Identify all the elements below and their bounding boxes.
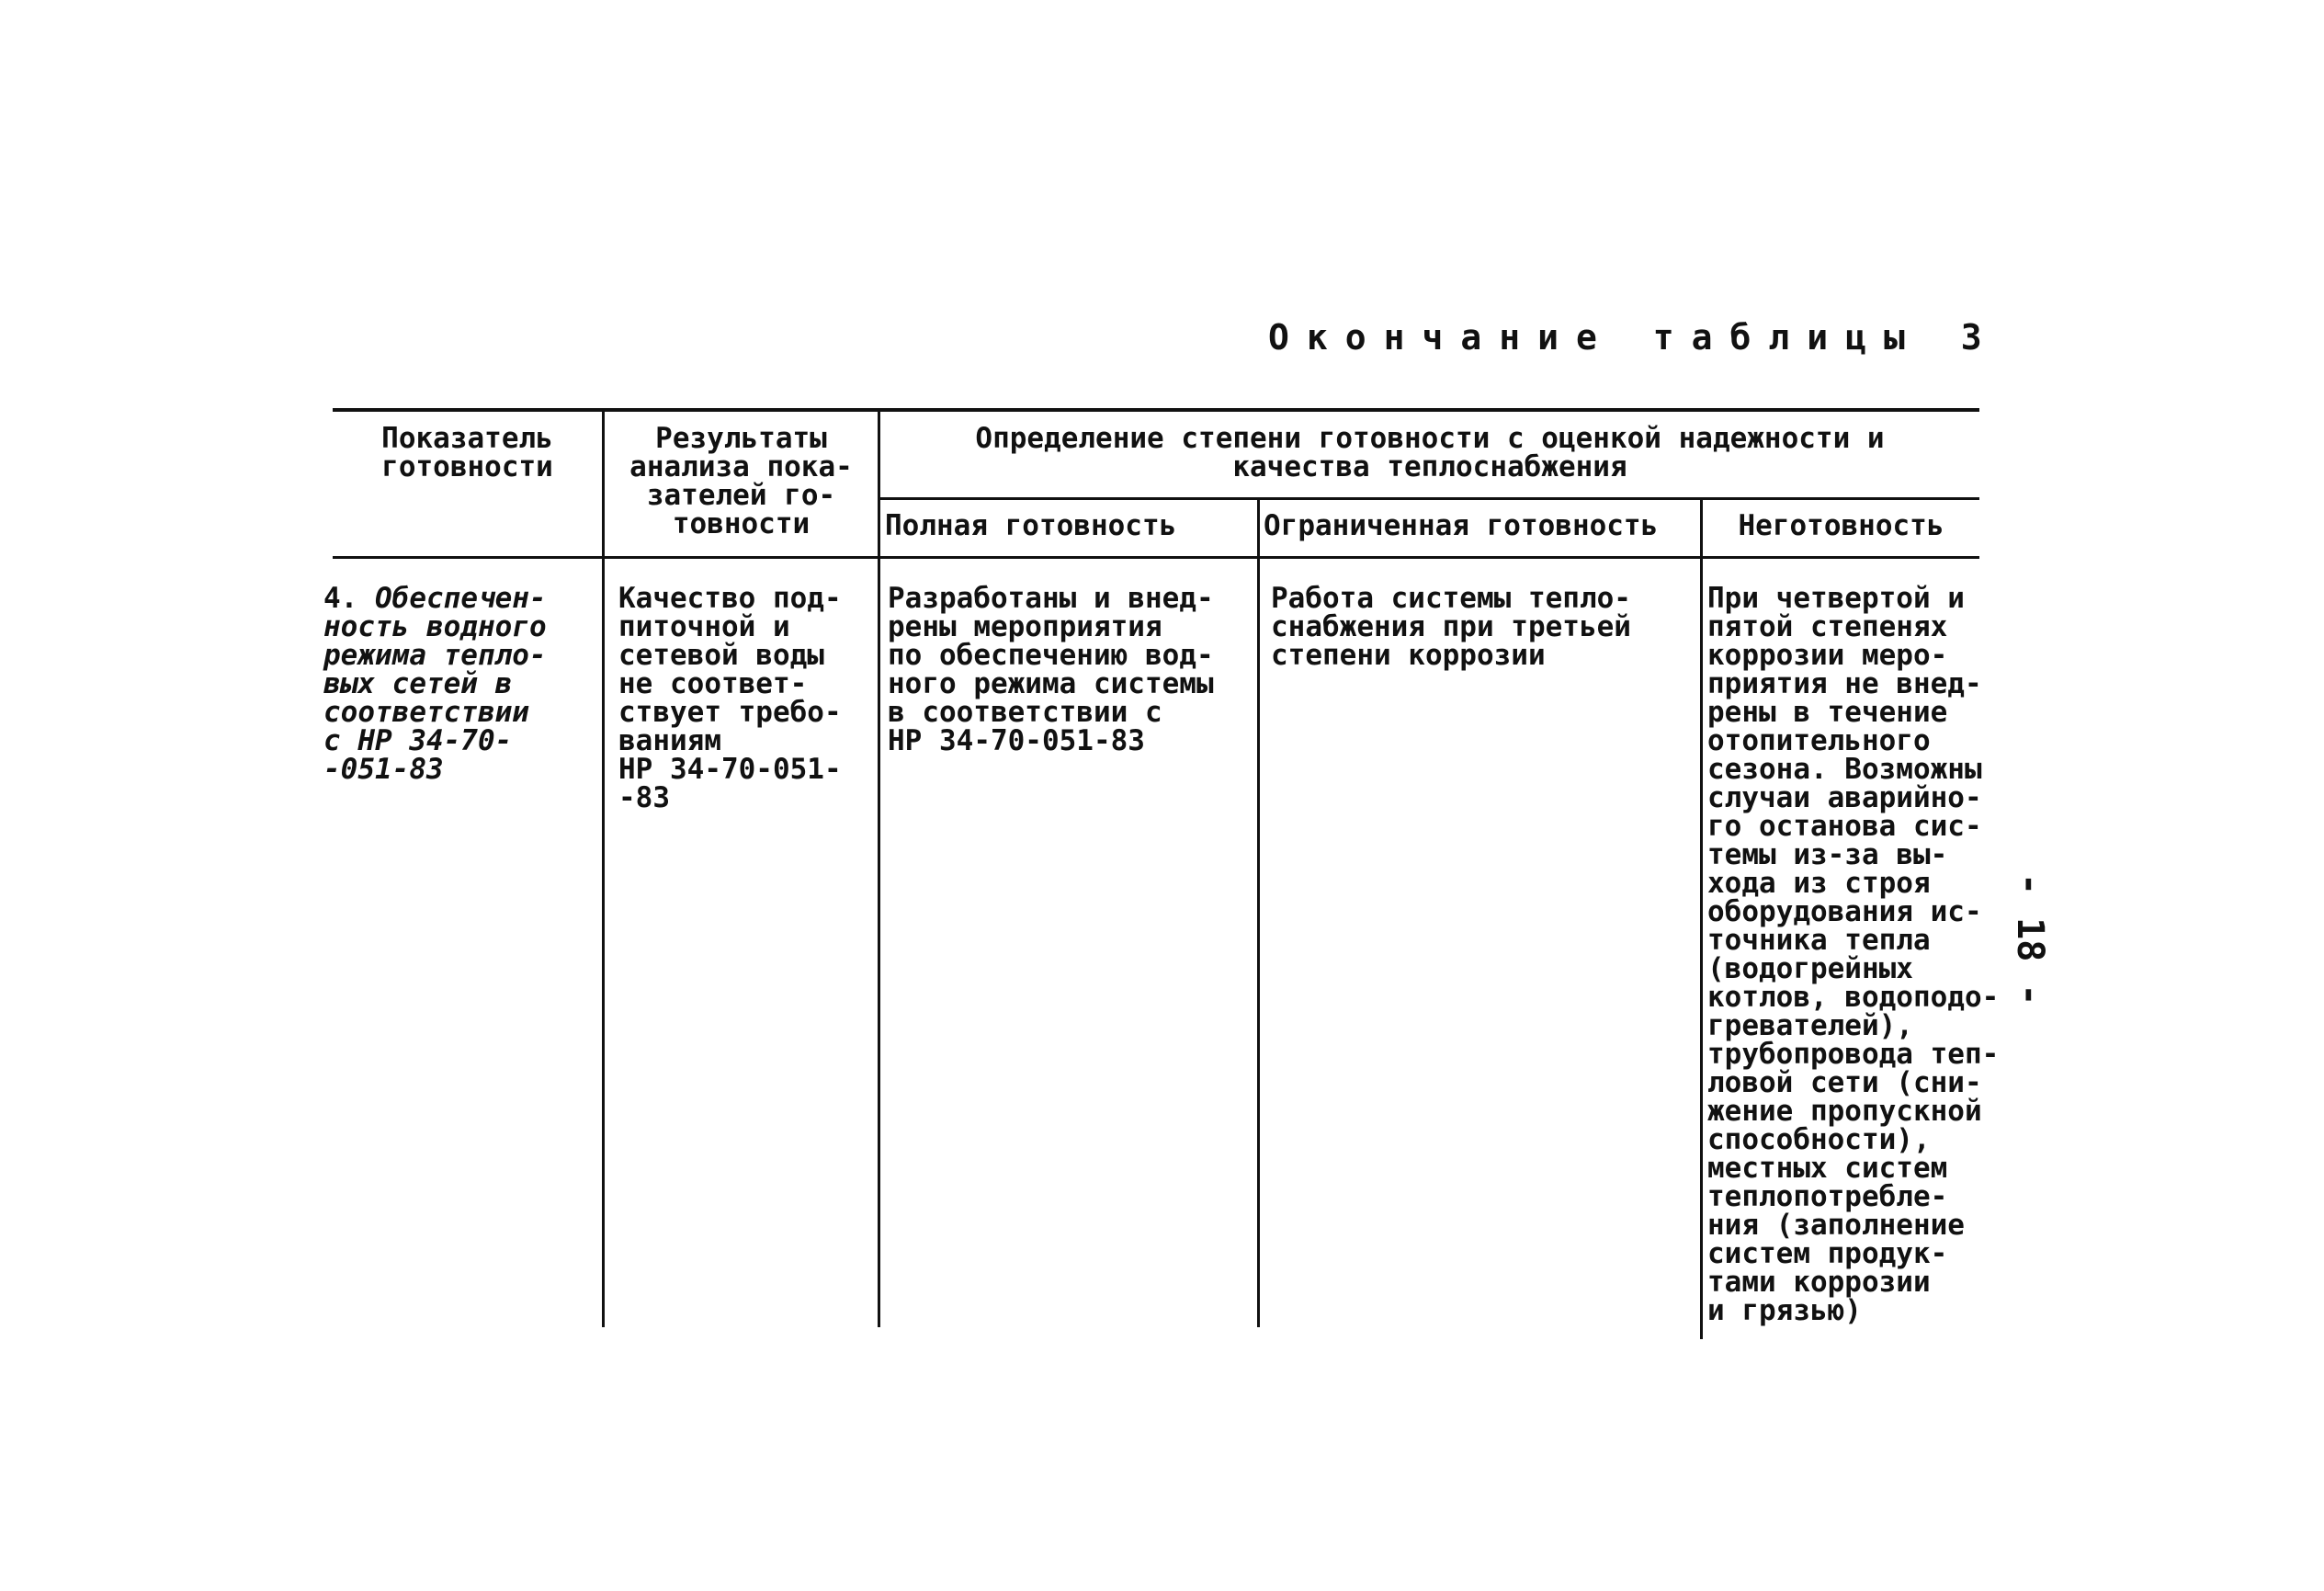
column-divider-3: [1257, 498, 1260, 1327]
column-divider-4: [1700, 498, 1703, 1339]
header-not-ready: Неготовность: [1738, 509, 1944, 542]
header-limited-readiness: Ограниченная готовность: [1264, 509, 1659, 542]
header-group: Определение степени готовности с оценкой надежности и качества теплоснабжения: [975, 422, 1885, 483]
header-bottom-rule: [333, 556, 1979, 559]
column-divider-2: [878, 410, 880, 1327]
header-analysis: Результаты анализа пока- зателей го- товности: [629, 422, 853, 540]
row-number: 4.: [323, 582, 358, 615]
page-number: - 18 -: [2009, 873, 2051, 1006]
row-indicator-cell: [323, 582, 599, 786]
column-divider-1: [602, 410, 605, 1327]
row-not-ready-cell: При четвертой и пятой степенях коррозии меро- приятия не внед- рены в течение отопительного сезона. Возможны случаи аварийно- го останова сис- темы из-за вы- хода из строя оборудования ис- точника тепла (водогрейных котлов, водоподо- гревателей), трубопровода теп- ловой сети (сни- жение пропускной способности), местных систем теплопотребле- ния (заполнение систем продук- тами коррозии и грязью): [1707, 582, 2000, 1327]
row-analysis-cell: Качество под- питочной и сетевой воды не соответ- ствует требо- ваниям НР 34-70-051- -83: [618, 582, 842, 814]
header-full-readiness: Полная готовность: [885, 509, 1177, 542]
row-full-readiness-cell: Разработаны и внед- рены мероприятия по обеспечению вод- ного режима системы в соответствии с НР 34-70-051-83: [888, 582, 1214, 757]
table-caption: Окончание таблицы 3: [1268, 317, 2000, 358]
row-limited-readiness-cell: Работа системы тепло- снабжения при третьей степени коррозии: [1271, 582, 1631, 672]
table-top-rule: [333, 408, 1979, 412]
header-indicator: Показатель готовности: [381, 422, 553, 483]
row-indicator-text: Обеспечен- ность водного режима тепло- вых сетей в соответствии с НР 34-70- -051-83: [323, 582, 547, 786]
group-header-rule: [878, 497, 1979, 500]
